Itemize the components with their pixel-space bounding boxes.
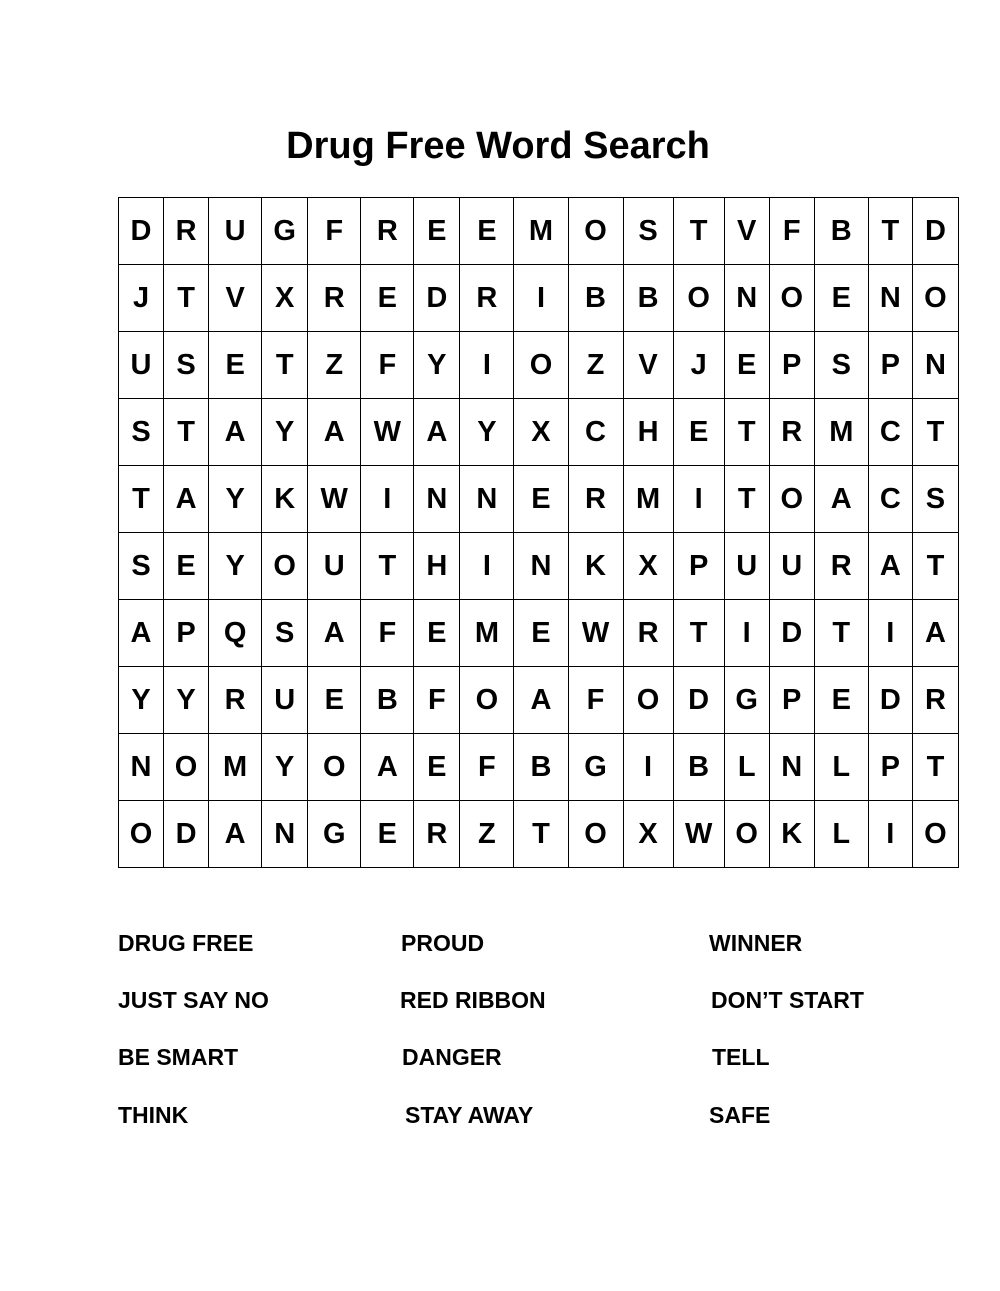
grid-cell[interactable]: X xyxy=(623,801,673,868)
grid-cell[interactable]: T xyxy=(262,332,308,399)
grid-cell[interactable]: N xyxy=(460,466,514,533)
grid-cell[interactable]: T xyxy=(164,399,209,466)
grid-cell[interactable]: T xyxy=(912,734,958,801)
grid-cell[interactable]: R xyxy=(308,265,361,332)
grid-cell[interactable]: N xyxy=(912,332,958,399)
grid-cell[interactable]: B xyxy=(361,667,414,734)
grid-cell[interactable]: A xyxy=(814,466,868,533)
grid-cell[interactable]: U xyxy=(724,533,769,600)
grid-cell[interactable]: M xyxy=(623,466,673,533)
grid-cell[interactable]: N xyxy=(119,734,164,801)
word-item: JUST SAY NO xyxy=(118,987,269,1013)
grid-row xyxy=(119,801,959,868)
grid-cell[interactable]: O xyxy=(673,265,724,332)
grid-cell[interactable]: D xyxy=(164,801,209,868)
grid-cell[interactable]: U xyxy=(769,533,814,600)
grid-cell[interactable]: T xyxy=(912,399,958,466)
grid-cell[interactable]: L xyxy=(814,734,868,801)
grid-cell[interactable]: T xyxy=(724,466,769,533)
grid-cell[interactable]: X xyxy=(262,265,308,332)
grid-cell[interactable]: Y xyxy=(164,667,209,734)
grid-row xyxy=(119,667,959,734)
grid-cell[interactable]: S xyxy=(912,466,958,533)
grid-cell[interactable]: G xyxy=(568,734,623,801)
grid-cell[interactable]: C xyxy=(868,399,912,466)
grid-cell[interactable]: D xyxy=(119,198,164,265)
grid-row xyxy=(119,265,959,332)
grid-cell[interactable]: A xyxy=(164,466,209,533)
grid-cell[interactable]: P xyxy=(769,332,814,399)
grid-cell[interactable]: I xyxy=(673,466,724,533)
grid-cell[interactable]: Y xyxy=(262,734,308,801)
grid-cell[interactable]: T xyxy=(724,399,769,466)
grid-cell[interactable]: S xyxy=(119,399,164,466)
grid-cell[interactable]: N xyxy=(769,734,814,801)
grid-cell[interactable]: E xyxy=(673,399,724,466)
grid-cell[interactable]: E xyxy=(209,332,262,399)
grid-cell[interactable]: O xyxy=(769,265,814,332)
grid-cell[interactable]: I xyxy=(724,600,769,667)
grid-cell[interactable]: A xyxy=(308,600,361,667)
word-item: PROUD xyxy=(401,930,485,956)
grid-cell[interactable]: E xyxy=(724,332,769,399)
grid-cell[interactable]: H xyxy=(623,399,673,466)
word-item: SAFE xyxy=(709,1102,771,1128)
grid-cell[interactable]: B xyxy=(568,265,623,332)
grid-cell[interactable]: Y xyxy=(209,466,262,533)
grid-cell[interactable]: P xyxy=(868,332,912,399)
grid-row xyxy=(119,198,959,265)
grid-cell[interactable]: E xyxy=(414,198,460,265)
grid-cell[interactable]: Y xyxy=(209,533,262,600)
grid-cell[interactable]: W xyxy=(308,466,361,533)
grid-cell[interactable]: A xyxy=(308,399,361,466)
grid-cell[interactable]: I xyxy=(460,533,514,600)
grid-cell[interactable]: E xyxy=(814,667,868,734)
grid-cell[interactable]: O xyxy=(308,734,361,801)
grid-cell[interactable]: A xyxy=(868,533,912,600)
grid-cell[interactable]: E xyxy=(814,265,868,332)
word-item: DON’T START xyxy=(711,987,864,1013)
grid-cell[interactable]: K xyxy=(769,801,814,868)
grid-cell[interactable]: T xyxy=(119,466,164,533)
grid-cell[interactable]: G xyxy=(308,801,361,868)
grid-cell[interactable]: I xyxy=(514,265,568,332)
grid-cell[interactable]: A xyxy=(119,600,164,667)
grid-cell[interactable]: T xyxy=(673,198,724,265)
grid-cell[interactable]: T xyxy=(912,533,958,600)
grid-cell[interactable]: Y xyxy=(414,332,460,399)
grid-cell[interactable]: U xyxy=(308,533,361,600)
word-item: STAY AWAY xyxy=(405,1102,534,1128)
grid-cell[interactable]: T xyxy=(673,600,724,667)
grid-cell[interactable]: E xyxy=(514,600,568,667)
grid-row xyxy=(119,600,959,667)
grid-cell[interactable]: B xyxy=(623,265,673,332)
grid-cell[interactable]: O xyxy=(568,198,623,265)
grid-cell[interactable]: N xyxy=(514,533,568,600)
grid-cell[interactable]: R xyxy=(209,667,262,734)
grid-cell[interactable]: S xyxy=(164,332,209,399)
grid-cell[interactable]: T xyxy=(514,801,568,868)
grid-cell[interactable]: C xyxy=(868,466,912,533)
word-search-grid xyxy=(118,197,959,868)
grid-cell[interactable]: D xyxy=(414,265,460,332)
word-item: DRUG FREE xyxy=(118,930,254,956)
grid-cell[interactable]: D xyxy=(673,667,724,734)
grid-cell[interactable]: X xyxy=(514,399,568,466)
grid-cell[interactable]: O xyxy=(262,533,308,600)
grid-row xyxy=(119,734,959,801)
grid-cell[interactable]: A xyxy=(361,734,414,801)
grid-row xyxy=(119,332,959,399)
grid-cell[interactable]: H xyxy=(414,533,460,600)
grid-cell[interactable]: T xyxy=(868,198,912,265)
grid-cell[interactable]: P xyxy=(868,734,912,801)
grid-cell[interactable]: U xyxy=(262,667,308,734)
grid-cell[interactable]: O xyxy=(119,801,164,868)
grid-cell[interactable]: U xyxy=(209,198,262,265)
grid-cell[interactable]: S xyxy=(623,198,673,265)
grid-cell[interactable]: T xyxy=(361,533,414,600)
grid-cell[interactable]: M xyxy=(460,600,514,667)
grid-cell[interactable]: O xyxy=(912,265,958,332)
grid-cell[interactable]: I xyxy=(361,466,414,533)
grid-cell[interactable]: G xyxy=(724,667,769,734)
grid-row xyxy=(119,399,959,466)
grid-cell[interactable]: C xyxy=(568,399,623,466)
grid-cell[interactable]: J xyxy=(673,332,724,399)
grid-cell[interactable]: E xyxy=(361,801,414,868)
grid-cell[interactable]: R xyxy=(568,466,623,533)
grid-row xyxy=(119,466,959,533)
grid-cell[interactable]: O xyxy=(769,466,814,533)
grid-cell[interactable]: O xyxy=(912,801,958,868)
grid-cell[interactable]: F xyxy=(414,667,460,734)
grid-cell[interactable]: I xyxy=(460,332,514,399)
grid-cell[interactable]: I xyxy=(868,801,912,868)
grid-cell[interactable]: A xyxy=(414,399,460,466)
grid-cell[interactable]: T xyxy=(814,600,868,667)
grid-cell[interactable]: E xyxy=(361,265,414,332)
grid-cell[interactable]: N xyxy=(724,265,769,332)
grid-cell[interactable]: S xyxy=(119,533,164,600)
grid-cell[interactable]: A xyxy=(912,600,958,667)
grid-cell[interactable]: E xyxy=(460,198,514,265)
grid-cell[interactable]: R xyxy=(814,533,868,600)
word-item: THINK xyxy=(118,1102,189,1128)
grid-cell[interactable]: O xyxy=(568,801,623,868)
grid-cell[interactable]: X xyxy=(623,533,673,600)
grid-cell[interactable]: O xyxy=(514,332,568,399)
grid-cell[interactable]: E xyxy=(164,533,209,600)
grid-cell[interactable]: D xyxy=(769,600,814,667)
page-title: Drug Free Word Search xyxy=(286,125,710,167)
word-item: WINNER xyxy=(709,930,803,956)
grid-cell[interactable]: E xyxy=(414,600,460,667)
grid-cell[interactable]: N xyxy=(414,466,460,533)
grid-cell[interactable]: N xyxy=(868,265,912,332)
grid-cell[interactable]: O xyxy=(623,667,673,734)
grid-cell[interactable]: F xyxy=(308,198,361,265)
grid-cell[interactable]: M xyxy=(814,399,868,466)
grid-cell[interactable]: B xyxy=(814,198,868,265)
grid-cell[interactable]: O xyxy=(724,801,769,868)
grid-cell[interactable]: M xyxy=(209,734,262,801)
grid-cell[interactable]: B xyxy=(514,734,568,801)
grid-cell[interactable]: U xyxy=(119,332,164,399)
grid-cell[interactable]: E xyxy=(414,734,460,801)
grid-cell[interactable]: A xyxy=(209,801,262,868)
grid-cell[interactable]: V xyxy=(724,198,769,265)
grid-cell[interactable]: Q xyxy=(209,600,262,667)
grid-cell[interactable]: G xyxy=(262,198,308,265)
grid-cell[interactable]: E xyxy=(308,667,361,734)
grid-cell[interactable]: R xyxy=(361,198,414,265)
grid-cell[interactable]: Z xyxy=(568,332,623,399)
grid-cell[interactable]: Y xyxy=(119,667,164,734)
grid-cell[interactable]: F xyxy=(568,667,623,734)
grid-cell[interactable]: V xyxy=(623,332,673,399)
word-item: DANGER xyxy=(402,1044,502,1070)
grid-cell[interactable]: Y xyxy=(460,399,514,466)
grid-cell[interactable]: W xyxy=(673,801,724,868)
grid-cell[interactable]: V xyxy=(209,265,262,332)
grid-cell[interactable]: Y xyxy=(262,399,308,466)
grid-cell[interactable]: R xyxy=(623,600,673,667)
grid-cell[interactable]: I xyxy=(868,600,912,667)
word-item: TELL xyxy=(712,1044,770,1070)
grid-cell[interactable]: N xyxy=(262,801,308,868)
grid-cell[interactable]: D xyxy=(868,667,912,734)
grid-cell[interactable]: F xyxy=(769,198,814,265)
grid-cell[interactable]: P xyxy=(164,600,209,667)
grid-cell[interactable]: I xyxy=(623,734,673,801)
grid-cell[interactable]: R xyxy=(460,265,514,332)
grid-cell[interactable]: W xyxy=(361,399,414,466)
word-item: BE SMART xyxy=(118,1044,239,1070)
grid-cell[interactable]: M xyxy=(514,198,568,265)
grid-cell[interactable]: S xyxy=(814,332,868,399)
grid-cell[interactable]: T xyxy=(164,265,209,332)
grid-row xyxy=(119,533,959,600)
grid-cell[interactable]: O xyxy=(164,734,209,801)
grid-cell[interactable]: E xyxy=(514,466,568,533)
grid-cell[interactable]: W xyxy=(568,600,623,667)
grid-cell[interactable]: P xyxy=(769,667,814,734)
grid-cell[interactable]: Z xyxy=(308,332,361,399)
grid-cell[interactable]: S xyxy=(262,600,308,667)
grid-cell[interactable]: R xyxy=(414,801,460,868)
grid-cell[interactable]: A xyxy=(209,399,262,466)
grid-cell[interactable]: R xyxy=(769,399,814,466)
grid-cell[interactable]: F xyxy=(460,734,514,801)
grid-cell[interactable]: R xyxy=(912,667,958,734)
grid-cell[interactable]: Z xyxy=(460,801,514,868)
grid-cell[interactable]: F xyxy=(361,600,414,667)
grid-cell[interactable]: K xyxy=(568,533,623,600)
word-item: RED RIBBON xyxy=(400,987,546,1013)
grid-cell[interactable]: A xyxy=(514,667,568,734)
grid-cell[interactable]: R xyxy=(164,198,209,265)
grid-cell[interactable]: D xyxy=(912,198,958,265)
grid-cell[interactable]: K xyxy=(262,466,308,533)
grid-cell[interactable]: O xyxy=(460,667,514,734)
grid-cell[interactable]: P xyxy=(673,533,724,600)
grid-cell[interactable]: B xyxy=(673,734,724,801)
grid-cell[interactable]: L xyxy=(814,801,868,868)
grid-cell[interactable]: J xyxy=(119,265,164,332)
grid-cell[interactable]: F xyxy=(361,332,414,399)
grid-cell[interactable]: L xyxy=(724,734,769,801)
